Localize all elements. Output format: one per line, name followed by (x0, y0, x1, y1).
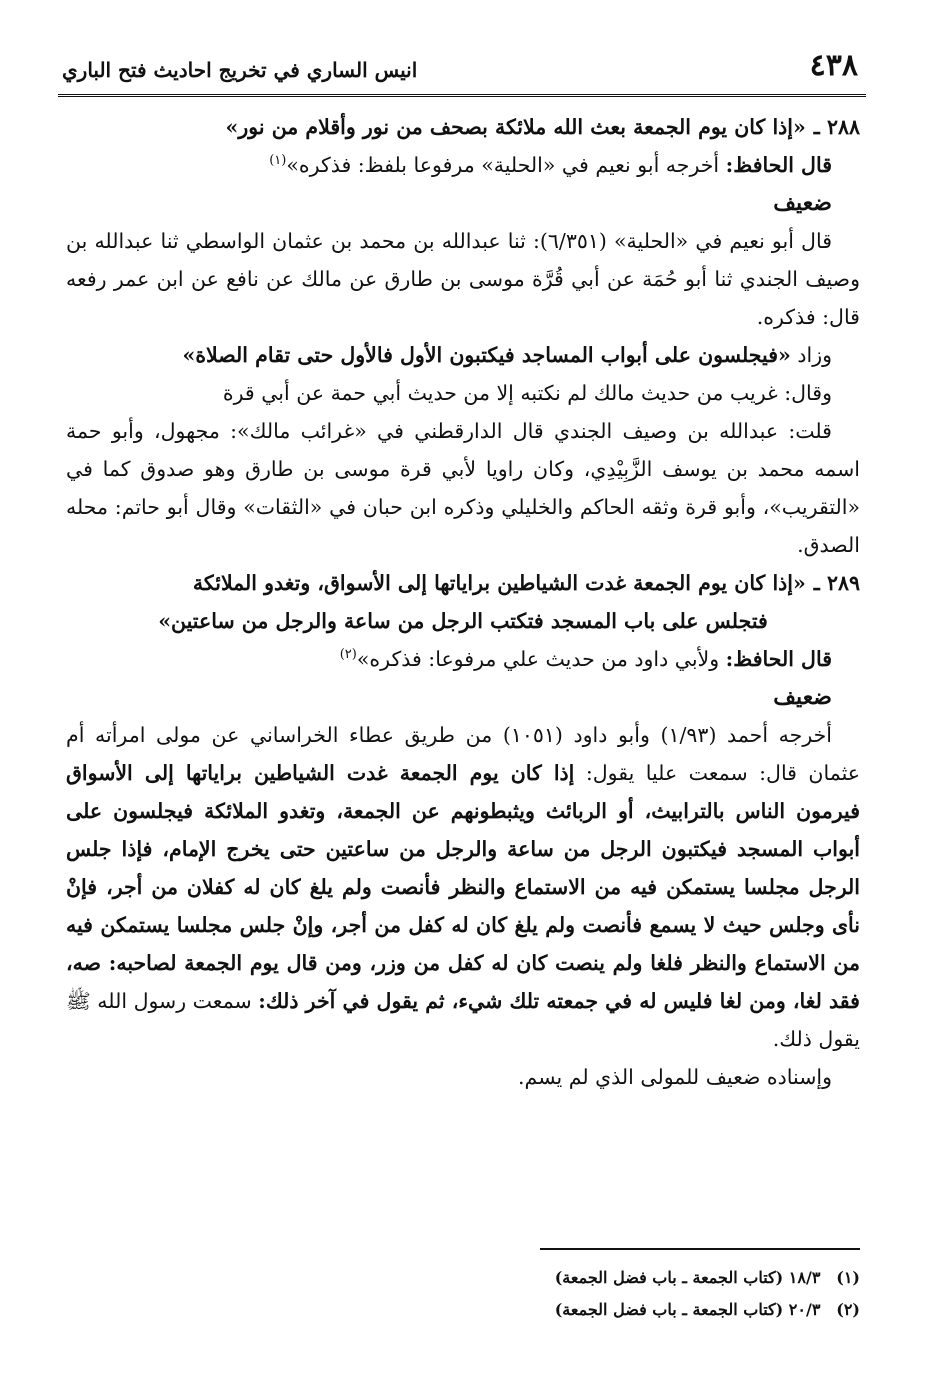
footnote-item (66, 1294, 860, 1326)
footnotes (66, 1262, 860, 1326)
hafiz-statement (66, 146, 860, 184)
hafiz-label: قال الحافظ: (725, 647, 832, 671)
hadith-text: «إذا كان يوم الجمعة غدت الشياطين براياتها إلى الأسواق، وتغدو الملائكة (192, 571, 806, 595)
footnote-text: ١٨/٣ (كتاب الجمعة ـ باب فضل الجمعة) (554, 1268, 821, 1287)
paragraph: وإسناده ضعيف للمولى الذي لم يسم. (518, 1065, 832, 1089)
hafiz-statement (66, 640, 860, 678)
takhrij-text: أخرجه أحمد (١/٩٣) وأبو داود (١٠٥١) من طريق عطاء الخراساني عن مولى امرأته أم عثمان قال: سمعت عليا يقول: (66, 723, 860, 785)
hadith-288 (66, 108, 860, 146)
footnote-item (66, 1262, 860, 1294)
footnote-text: ٢٠/٣ (كتاب الجمعة ـ باب فضل الجمعة) (554, 1300, 821, 1319)
addition-paragraph (66, 336, 860, 374)
paragraph: قلت: عبدالله بن وصيف الجندي قال الدارقطني في «غرائب مالك»: مجهول، وأبو حمة اسمه محمد بن يوسف الزَّبِيْدِي، وكان راويا لأبي قرة موسى بن طارق وهو صدوق كما في «التقريب»، وأبو قرة وثقه الحاكم والخليلي وذكره ابن حبان في «الثقات» وقال أبو حاتم: محله الصدق. (66, 419, 860, 557)
addition-text: «فيجلسون على أبواب المساجد فيكتبون الأول فالأول حتى تقام الصلاة» (182, 343, 791, 367)
page-header (58, 46, 866, 97)
hadith-number: ٢٨٩ ـ (813, 571, 860, 595)
footnote-number: (١) (836, 1268, 860, 1287)
takhrij-paragraph (66, 716, 860, 1058)
page-body (66, 108, 860, 1096)
footnote-number: (٢) (836, 1300, 860, 1319)
footnote-divider (540, 1248, 860, 1250)
hadith-289 (66, 564, 860, 602)
hafiz-text: ولأبي داود من حديث علي مرفوعا: فذكره» (356, 647, 720, 671)
footnote-ref: (٢) (339, 647, 357, 663)
grade-label: ضعيف (773, 190, 832, 216)
grade-label: ضعيف (773, 684, 832, 710)
running-title: انيس الساري في تخريج احاديث فتح الباري (62, 58, 418, 82)
hafiz-text: أخرجه أبو نعيم في «الحلية» مرفوعا بلفظ: فذكره» (286, 153, 720, 177)
paragraph: وقال: غريب من حديث مالك لم نكتبه إلا من حديث أبي حمة عن أبي قرة (222, 381, 832, 405)
hafiz-label: قال الحافظ: (725, 153, 832, 177)
hadith-text: «إذا كان يوم الجمعة بعث الله ملائكة بصحف من نور وأقلام من نور» (225, 115, 806, 139)
hadith-number: ٢٨٨ ـ (813, 115, 860, 139)
footnote-ref: (١) (269, 153, 287, 169)
paragraph: قال أبو نعيم في «الحلية» (٦/٣٥١): ثنا عبدالله بن محمد بن عثمان الواسطي ثنا عبدالله بن وصيف الجندي ثنا أبو حُمَة عن أبي قُرَّة موسى بن طارق عن مالك عن نافع عن ابن عمر رفعه قال: فذكره. (66, 229, 860, 329)
addition-label: وزاد (797, 343, 832, 367)
narration-text: إذا كان يوم الجمعة غدت الشياطين براياتها إلى الأسواق فيرمون الناس بالترابيث، أو الربائث ويثبطونهم عن الجمعة، وتغدو الملائكة فيجلسون على أبواب المسجد فيكتبون الرجل من ساعة والرجل من ساعتين حتى يخرج الإمام، فإذا جلس الرجل مجلسا يستمكن فيه من الاستماع والنظر فأنصت ولم يلغ كان له كفلان من أجر، فإنْ نأى وجلس حيث لا يسمع فأنصت ولم يلغ كان له كفل من أجر، وإنْ جلس مجلسا يستمكن فيه من الاستماع والنظر فلغا ولم ينصت كان له كفل من وزر، ومن قال يوم الجمعة لصاحبه: صه، فقد لغا، ومن لغا فليس له في جمعته تلك شيء، ثم يقول في آخر ذلك: (66, 761, 860, 1013)
hadith-text-continued: فتجلس على باب المسجد فتكتب الرجل من ساعة والرجل من ساعتين» (158, 609, 768, 633)
page-number: ٤٣٨ (809, 48, 858, 83)
narration-end: سمعت رسول الله ﷺ يقول ذلك. (66, 989, 860, 1051)
